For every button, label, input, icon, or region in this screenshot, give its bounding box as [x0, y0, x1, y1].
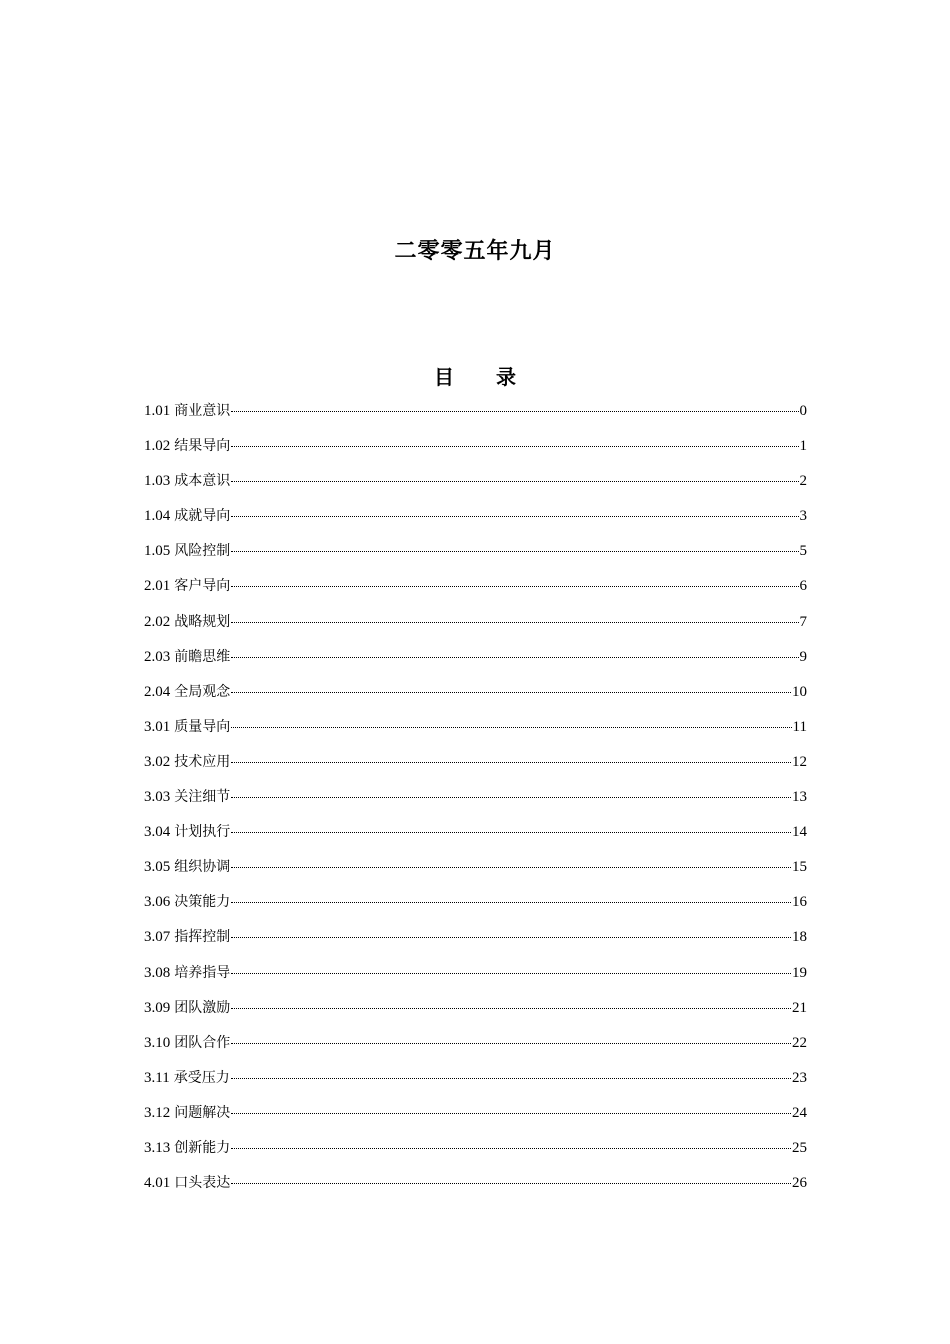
toc-entry-page: 2	[799, 473, 807, 490]
toc-dot-leader	[231, 1008, 791, 1009]
toc-entry-page: 15	[792, 859, 807, 876]
toc-heading	[0, 361, 950, 390]
toc-entry-title: 问题解决	[174, 1104, 231, 1121]
toc-entry-page: 18	[792, 929, 807, 946]
toc-entry-number: 2.03	[144, 648, 171, 665]
toc-entry-number: 3.12	[144, 1104, 171, 1121]
toc-entry[interactable]	[144, 682, 807, 717]
toc-entry[interactable]	[144, 787, 807, 822]
toc-dot-leader	[231, 797, 791, 798]
toc-dot-leader	[231, 1148, 791, 1149]
toc-entry-page: 12	[792, 753, 807, 770]
toc-entry[interactable]	[144, 822, 807, 857]
toc-entry[interactable]	[144, 1138, 807, 1173]
toc-entry-title: 团队合作	[174, 1034, 231, 1051]
toc-entry[interactable]	[144, 647, 807, 682]
document-date-title: 二零零五年九月	[394, 239, 556, 264]
toc-entry-title: 成就导向	[174, 508, 231, 525]
toc-dot-leader	[231, 762, 791, 763]
toc-entry[interactable]	[144, 717, 807, 752]
toc-entry-title: 结果导向	[174, 438, 231, 455]
toc-entry[interactable]	[144, 857, 807, 892]
toc-entry-page: 1	[799, 438, 807, 455]
toc-entry[interactable]	[144, 612, 807, 647]
toc-dot-leader	[231, 1113, 791, 1114]
toc-entry-number: 2.01	[144, 578, 171, 595]
toc-dot-leader	[231, 622, 798, 623]
toc-entry-title: 成本意识	[174, 473, 231, 490]
toc-entry-number: 1.05	[144, 543, 171, 560]
toc-dot-leader	[231, 902, 791, 903]
toc-entry-title: 技术应用	[174, 753, 231, 770]
toc-dot-leader	[231, 516, 798, 517]
toc-entry-number: 3.06	[144, 894, 171, 911]
toc-dot-leader	[231, 1078, 791, 1079]
toc-entry[interactable]	[144, 506, 807, 541]
toc-entry[interactable]	[144, 892, 807, 927]
toc-dot-leader	[231, 1043, 791, 1044]
toc-entry-page: 5	[799, 543, 807, 560]
toc-entry[interactable]	[144, 471, 807, 506]
toc-dot-leader	[231, 551, 798, 552]
toc-entry-title: 计划执行	[174, 824, 231, 841]
toc-entry-title: 风险控制	[174, 543, 231, 560]
toc-dot-leader	[231, 411, 798, 412]
toc-entry[interactable]	[144, 1103, 807, 1138]
toc-entry-title: 关注细节	[174, 789, 231, 806]
toc-entry-number: 1.03	[144, 473, 171, 490]
table-of-contents	[144, 401, 807, 1208]
toc-entry-number: 1.01	[144, 403, 171, 419]
toc-entry[interactable]	[144, 436, 807, 471]
toc-entry-title: 承受压力	[173, 1069, 230, 1086]
toc-entry[interactable]	[144, 576, 807, 611]
toc-dot-leader	[231, 937, 791, 938]
toc-heading-char-1: 目	[434, 365, 454, 389]
toc-entry-page: 22	[792, 1034, 807, 1051]
toc-entry-number: 3.11	[144, 1069, 170, 1086]
toc-entry-page: 11	[792, 718, 807, 735]
toc-entry-title: 战略规划	[174, 613, 231, 630]
toc-entry[interactable]	[144, 752, 807, 787]
toc-entry-page: 10	[792, 683, 807, 700]
toc-entry[interactable]	[144, 927, 807, 962]
toc-entry-title: 培养指导	[174, 964, 231, 981]
toc-entry-number: 3.05	[144, 859, 171, 876]
toc-dot-leader	[231, 1183, 791, 1184]
toc-entry-page: 24	[792, 1104, 807, 1121]
toc-entry-number: 3.13	[144, 1139, 171, 1156]
toc-entry-title: 指挥控制	[174, 929, 231, 946]
toc-entry[interactable]	[144, 541, 807, 576]
toc-entry-page: 16	[792, 894, 807, 911]
toc-entry[interactable]	[144, 1173, 807, 1208]
toc-entry-title: 质量导向	[174, 718, 231, 735]
toc-heading-char-2: 录	[496, 365, 516, 389]
toc-dot-leader	[231, 973, 791, 974]
toc-entry-page: 7	[799, 613, 807, 630]
toc-entry-number: 3.07	[144, 929, 171, 946]
toc-entry-title: 商业意识	[174, 403, 231, 419]
toc-dot-leader	[231, 586, 798, 587]
toc-entry-title: 前瞻思维	[174, 648, 231, 665]
toc-entry-page: 25	[792, 1139, 807, 1156]
toc-entry-title: 客户导向	[174, 578, 231, 595]
toc-entry[interactable]	[144, 1068, 807, 1103]
toc-entry-title: 创新能力	[174, 1139, 231, 1156]
toc-entry[interactable]	[144, 998, 807, 1033]
toc-entry-number: 1.02	[144, 438, 171, 455]
toc-dot-leader	[231, 481, 798, 482]
toc-entry-title: 口头表达	[174, 1175, 231, 1192]
toc-entry[interactable]	[144, 963, 807, 998]
toc-entry-page: 23	[792, 1069, 807, 1086]
toc-entry-number: 3.09	[144, 999, 171, 1016]
toc-entry-title: 决策能力	[174, 894, 231, 911]
toc-dot-leader	[231, 727, 791, 728]
toc-entry-number: 3.08	[144, 964, 171, 981]
toc-entry-number: 2.02	[144, 613, 171, 630]
toc-entry-page: 19	[792, 964, 807, 981]
toc-entry-title: 全局观念	[174, 683, 231, 700]
toc-entry-title: 团队激励	[174, 999, 231, 1016]
toc-entry-page: 6	[799, 578, 807, 595]
toc-dot-leader	[231, 832, 791, 833]
toc-entry-number: 3.01	[144, 718, 171, 735]
toc-entry-page: 9	[799, 648, 807, 665]
toc-entry[interactable]	[144, 1033, 807, 1068]
toc-entry-number: 3.04	[144, 824, 171, 841]
toc-entry-page: 14	[792, 824, 807, 841]
toc-entry-title: 组织协调	[174, 859, 231, 876]
toc-entry-number: 4.01	[144, 1175, 171, 1192]
toc-entry-page: 21	[792, 999, 807, 1016]
toc-entry-number: 1.04	[144, 508, 171, 525]
toc-dot-leader	[231, 446, 798, 447]
toc-entry-number: 3.10	[144, 1034, 171, 1051]
toc-dot-leader	[231, 657, 798, 658]
toc-entry-page: 3	[799, 508, 807, 525]
toc-dot-leader	[231, 867, 791, 868]
toc-dot-leader	[231, 692, 791, 693]
toc-entry[interactable]	[144, 401, 807, 436]
toc-entry-page: 0	[799, 403, 807, 419]
toc-entry-number: 2.04	[144, 683, 171, 700]
toc-entry-number: 3.03	[144, 789, 171, 806]
toc-entry-page: 26	[792, 1175, 807, 1192]
toc-entry-number: 3.02	[144, 753, 171, 770]
toc-entry-page: 13	[792, 789, 807, 806]
